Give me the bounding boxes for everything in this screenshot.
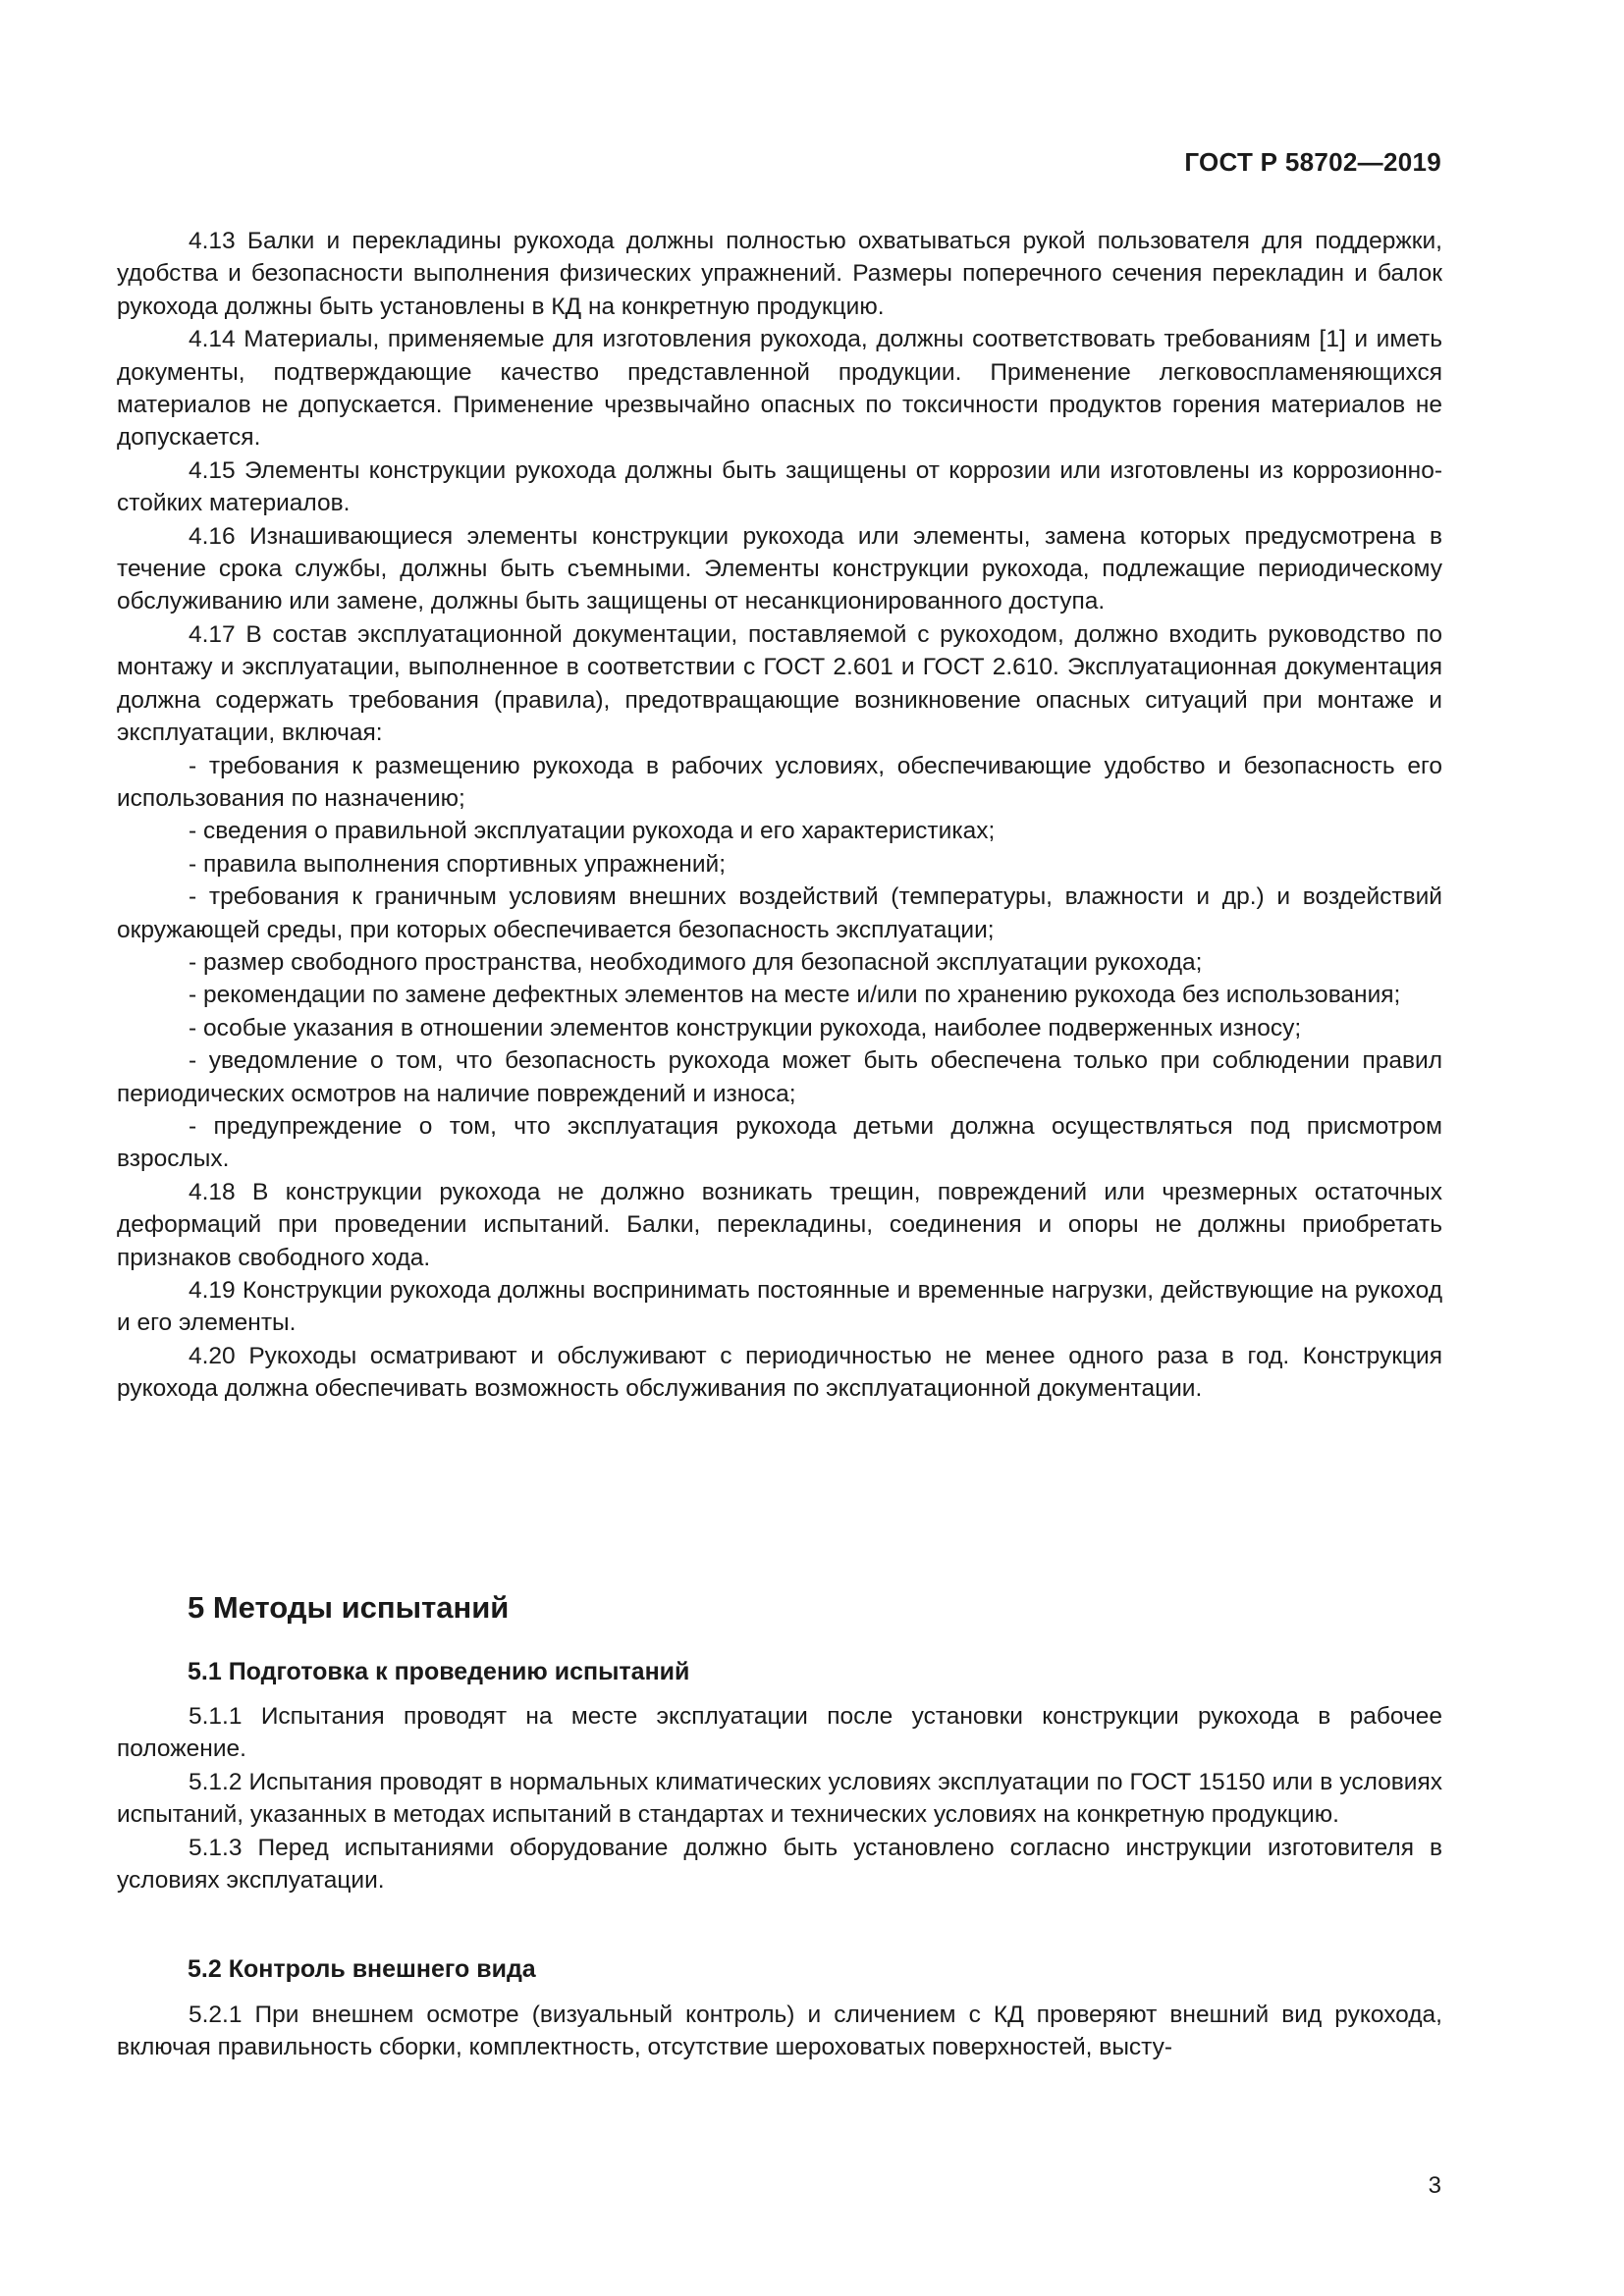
subsection-5-2-heading: 5.2 Контроль внешнего вида [188, 1955, 536, 1983]
paragraph-4-20: 4.20 Рукоходы осматривают и обслуживают с периодичностью не менее одного раза в год. Конструкция рукохода должна обеспечивать возможность обслуживания по эксплуатационной документации. [117, 1342, 1442, 1403]
paragraph-4-18: 4.18 В конструкции рукохода не должно возникать трещин, повреждений или чрезмерных остаточных деформаций при проведении испытаний. Балки, перекладины, соединения и опоры не должны приобретать признаков свободного хода. [117, 1178, 1442, 1271]
paragraph-4-19: 4.19 Конструкции рукохода должны воспринимать постоянные и временные нагрузки, действующие на рукоход и его элементы. [117, 1277, 1442, 1337]
subsection-5-1-heading: 5.1 Подготовка к проведению испытаний [188, 1658, 690, 1685]
paragraph-4-17: 4.17 В состав эксплуатационной документации, поставляемой с рукоходом, должно входить руководство по монтажу и эксплуатации, выполненное в соответствии с ГОСТ 2.601 и ГОСТ 2.610. Эксплуатационная документация должна содержать требования (правила), предотвращающие возникновение опасных ситуаций при монтаже и эксплуатации, включая: [117, 620, 1442, 747]
list-item: - уведомление о том, что безопасность рукохода может быть обеспечена только при соблюдении правил периодических осмотров на наличие повреждений и износа; [117, 1047, 1442, 1107]
document-code: ГОСТ Р 58702—2019 [1184, 147, 1441, 177]
paragraph-5-2-1: 5.2.1 При внешнем осмотре (визуальный контроль) и сличением с КД проверяют внешний вид рукохода, включая правильность сборки, комплектность, отсутствие шероховатых поверхностей, высту- [117, 2002, 1442, 2061]
list-item: - сведения о правильной эксплуатации рукохода и его характеристиках; [189, 818, 996, 845]
list-item: - требования к граничным условиям внешних воздействий (температуры, влажности и др.) и воздействий окружающей среды, при которых обеспечивается безопасность эксплуатации; [117, 883, 1442, 943]
paragraph-5-1-2: 5.1.2 Испытания проводят в нормальных климатических условиях эксплуатации по ГОСТ 15150 или в условиях испытаний, указанных в методах испытаний в стандартах и технических условиях на конкретную продукцию. [117, 1768, 1442, 1829]
section-5-heading: 5 Методы испытаний [188, 1590, 510, 1625]
list-item: - рекомендации по замене дефектных элементов на месте и/или по хранению рукохода без использования; [189, 982, 1401, 1009]
list-item: - требования к размещению рукохода в рабочих условиях, обеспечивающие удобство и безопасность его использования по назначению; [117, 752, 1442, 812]
list-item: - размер свободного пространства, необходимого для безопасной эксплуатации рукохода; [189, 948, 1203, 976]
subsection-5-2-body [117, 1999, 1442, 2064]
paragraph-4-13: 4.13 Балки и перекладины рукохода должны полностью охватываться рукой пользователя для поддержки, удобства и безопасности выполнения физических упражнений. Размеры поперечного сечения перекладин и балок рукохода должны быть установлены в КД на конкретную продукцию. [117, 228, 1442, 320]
page-number: 3 [1428, 2172, 1441, 2199]
list-item: - правила выполнения спортивных упражнений; [189, 850, 727, 878]
list-item: - предупреждение о том, что эксплуатация рукохода детьми должна осуществляться под присмотром взрослых. [117, 1112, 1442, 1173]
subsection-5-1-body [117, 1700, 1442, 1896]
paragraph-4-14: 4.14 Материалы, применяемые для изготовления рукохода, должны соответствовать требованиям [1] и иметь документы, подтверждающие качество представленной продукции. Применение легковоспламеняющихся материалов не допускается. Применение чрезвычайно опасных по токсичности продуктов горения материалов не допускается. [117, 326, 1442, 452]
paragraph-4-15: 4.15 Элементы конструкции рукохода должны быть защищены от коррозии или изготовлены из коррозионно-стойких материалов. [117, 456, 1442, 517]
paragraph-4-16: 4.16 Изнашивающиеся элементы конструкции рукохода или элементы, замена которых предусмотрена в течение срока службы, должны быть съемными. Элементы конструкции рукохода, подлежащие периодическому обслуживанию или замене, должны быть защищены от несанкционированного доступа. [117, 522, 1442, 615]
paragraph-5-1-3: 5.1.3 Перед испытаниями оборудование должно быть установлено согласно инструкции изготовителя в условиях эксплуатации. [117, 1834, 1442, 1895]
list-item: - особые указания в отношении элементов конструкции рукохода, наиболее подверженных износу; [189, 1014, 1302, 1041]
paragraph-5-1-1: 5.1.1 Испытания проводят на месте эксплуатации после установки конструкции рукохода в рабочее положение. [117, 1703, 1442, 1763]
section-4-continuation [117, 225, 1442, 1406]
